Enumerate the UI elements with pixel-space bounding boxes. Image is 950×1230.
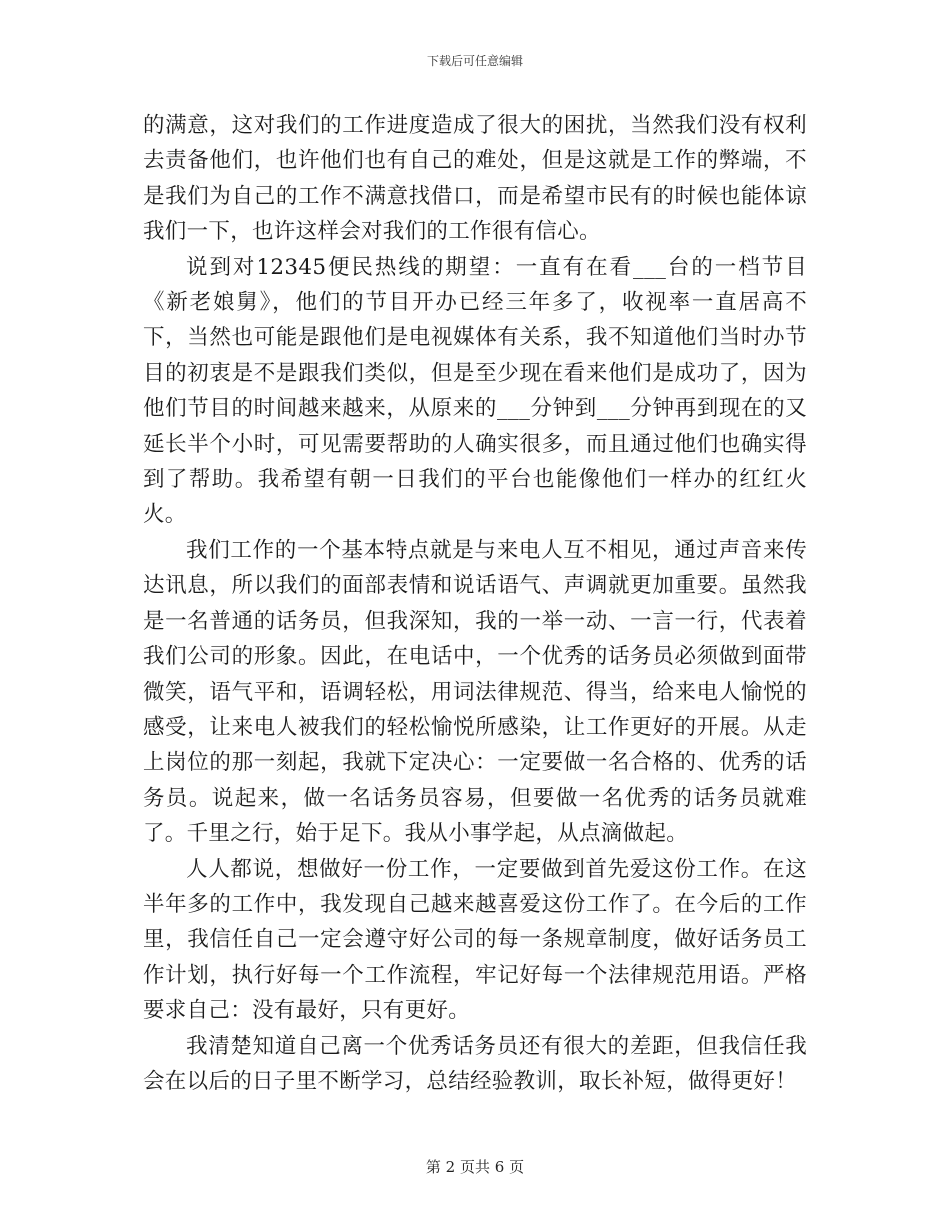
page-header-note: 下载后可任意编辑 bbox=[426, 54, 523, 68]
page-number: 第 2 页共 6 页 bbox=[425, 1158, 525, 1176]
paragraph-4: 人人都说，想做好一份工作，一定要做到首先爱这份工作。在这半年多的工作中，我发现自己越来越喜爱这份工作了。在今后的工作里，我信任自己一定会遵守好公司的每一条规章制度，做好话务员工作计划，执行好每一个工作流程，牢记好每一个法律规范用语。严格要求自己：没有最好，只有更好。 bbox=[143, 856, 807, 1024]
paragraph-1: 的满意，这对我们的工作进度造成了很大的困扰，当然我们没有权利去责备他们，也许他们也有自己的难处，但是这就是工作的弊端，不是我们为自己的工作不满意找借口，而是希望市民有的时候也能体谅我们一下，也许这样会对我们的工作很有信心。 bbox=[143, 113, 807, 245]
paragraph-2: 说到对12345便民热线的期望：一直有在看___台的一档节目《新老娘舅》，他们的节目开办已经三年多了，收视率一直居高不下，当然也可能是跟他们是电视媒体有关系，我不知道他们当时办节目的初衷是不是跟我们类似，但是至少现在看来他们是成功了，因为他们节目的时间越来越来，从原来的___分钟到___分钟再到现在的又延长半个小时，可见需要帮助的人确实很多，而且通过他们也确实得到了帮助。我希望有朝一日我们的平台也能像他们一样办的红红火火。 bbox=[143, 254, 807, 528]
paragraph-3: 我们工作的一个基本特点就是与来电人互不相见，通过声音来传达讯息，所以我们的面部表情和说话语气、声调就更加重要。虽然我是一名普通的话务员，但我深知，我的一举一动、一言一行，代表着我们公司的形象。因此，在电话中，一个优秀的话务员必须做到面带微笑，语气平和，语调轻松，用词法律规范、得当，给来电人愉悦的感受，让来电人被我们的轻松愉悦所感染，让工作更好的开展。从走上岗位的那一刻起，我就下定决心：一定要做一名合格的、优秀的话务员。说起来，做一名话务员容易，但要做一名优秀的话务员就难了。千里之行，始于足下。我从小事学起，从点滴做起。 bbox=[143, 537, 807, 847]
document-body bbox=[143, 108, 807, 1099]
paragraph-5: 我清楚知道自己离一个优秀话务员还有很大的差距，但我信任我会在以后的日子里不断学习，总结经验教训，取长补短，做得更好！ bbox=[143, 1033, 807, 1094]
